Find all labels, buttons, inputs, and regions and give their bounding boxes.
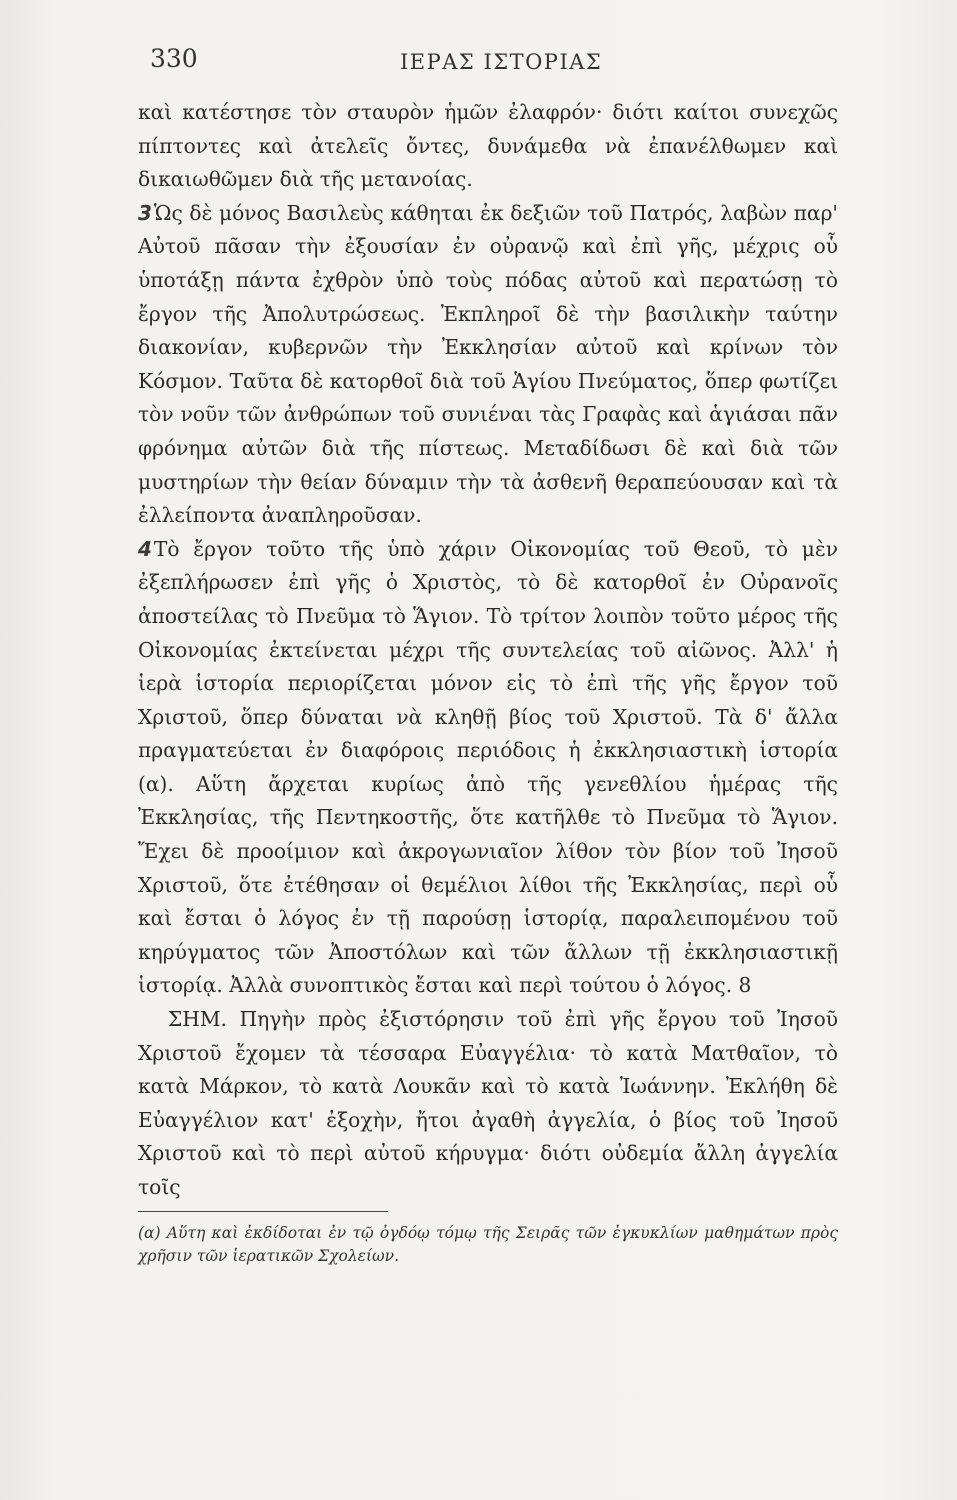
running-title: ΙΕΡΑΣ ΙΣΤΟΡΙΑΣ xyxy=(400,50,603,74)
page-number: 330 xyxy=(150,44,198,73)
paragraph-text: ΣΗΜ. Πηγὴν πρὸς ἐξιστόρησιν τοῦ ἐπὶ γῆς ἔργου τοῦ Ἰησοῦ Χριστοῦ ἔχομεν τὰ τέσσαρα Εὐαγγέλια· τὸ κατὰ Ματθαῖον, τὸ κατὰ Μάρκον, τὸ κατὰ Λουκᾶν καὶ τὸ κατὰ Ἰωάννην. Ἐκλήθη δὲ Εὐαγγέλιον κατ' ἐξοχὴν, ἤτοι ἀγαθὴ ἀγγελία, ὁ βίος τοῦ Ἰησοῦ Χριστοῦ καὶ τὸ περὶ αὐτοῦ κήρυγμα· διότι οὐδεμία ἄλλη ἀγγελία τοῖς xyxy=(138,1007,838,1199)
margin-mark: 4 xyxy=(138,536,152,561)
margin-mark: 3 xyxy=(138,200,152,225)
text-body xyxy=(138,96,838,1268)
footnote: (α) Αὕτη καὶ ἐκδίδοται ἐν τῷ ὀγδόῳ τόμῳ τῆς Σειρᾶς τῶν ἐγκυκλίων μαθημάτων πρὸς χρῆσιν τῶν ἱερατικῶν Σχολείων. xyxy=(138,1223,838,1265)
page-header xyxy=(150,44,830,84)
paragraph-3 xyxy=(138,197,838,533)
footnote-rule xyxy=(138,1211,388,1212)
paragraph-continuation xyxy=(138,96,838,197)
paragraph-4 xyxy=(138,533,838,1003)
paragraph-text: Ὡς δὲ μόνος Βασιλεὺς κάθηται ἐκ δεξιῶν τοῦ Πατρός, λαβὼν παρ' Αὐτοῦ πᾶσαν τὴν ἐξουσίαν ἐν οὐρανῷ καὶ ἐπὶ γῆς, μέχρις οὗ ὑποτάξῃ πάντα ἐχθρὸν ὑπὸ τοὺς πόδας αὐτοῦ καὶ περατώσῃ τὸ ἔργον τῆς Ἀπολυτρώσεως. Ἐκπληροῖ δὲ τὴν βασιλικὴν ταύτην διακονίαν, κυβερνῶν τὴν Ἐκκλησίαν αὐτοῦ καὶ κρίνων τὸν Κόσμον. Ταῦτα δὲ κατορθοῖ διὰ τοῦ Ἁγίου Πνεύματος, ὅπερ φωτίζει τὸν νοῦν τῶν ἀνθρώπων τοῦ συνιέναι τὰς Γραφὰς καὶ ἁγιάσαι πᾶν φρόνημα αὐτῶν διὰ τῆς πίστεως. Μεταδίδωσι δὲ καὶ διὰ τῶν μυστηρίων τὴν θείαν δύναμιν τὴν τὰ ἀσθενῆ θεραπεύουσαν καὶ τὰ ἐλλείποντα ἀναπληροῦσαν. xyxy=(138,200,838,528)
footnote-block xyxy=(138,1211,838,1268)
paragraph-text: καὶ κατέστησε τὸν σταυρὸν ἡμῶν ἐλαφρόν· διότι καίτοι συνεχῶς πίπτοντες καὶ ἀτελεῖς ὄντες, δυνάμεθα νὰ ἐπανέλθωμεν καὶ δικαιωθῶμεν διὰ τῆς μετανοίας. xyxy=(138,100,838,192)
paragraph-text: Τὸ ἔργον τοῦτο τῆς ὑπὸ χάριν Οἰκονομίας τοῦ Θεοῦ, τὸ μὲν ἐξεπλήρωσεν ἐπὶ γῆς ὁ Χριστὸς, τὸ δὲ κατορθοῖ ἐν Οὐρανοῖς ἀποστείλας τὸ Πνεῦμα τὸ Ἅγιον. Τὸ τρίτον λοιπὸν τοῦτο μέρος τῆς Οἰκονομίας ἐκτείνεται μέχρι τῆς συντελείας τοῦ αἰῶνος. Ἀλλ' ἡ ἱερὰ ἱστορία περιορίζεται μόνον εἰς τὸ ἐπὶ τῆς γῆς ἔργον τοῦ Χριστοῦ, ὅπερ δύναται νὰ κληθῇ βίος τοῦ Χριστοῦ. Τὰ δ' ἄλλα πραγματεύεται ἐν διαφόροις περιόδοις ἡ ἐκκλησιαστικὴ ἱστορία (α). Αὕτη ἄρχεται κυρίως ἀπὸ τῆς γενεθλίου ἡμέρας τῆς Ἐκκλησίας, τῆς Πεντηκοστῆς, ὅτε κατῆλθε τὸ Πνεῦμα τὸ Ἅγιον. Ἔχει δὲ προοίμιον καὶ ἀκρογωνιαῖον λίθον τὸν βίον τοῦ Ἰησοῦ Χριστοῦ, ὅτε ἐτέθησαν οἱ θεμέλιοι λίθοι τῆς Ἐκκλησίας, περὶ οὗ καὶ ἔσται ὁ λόγος ἐν τῇ παρούσῃ ἱστορίᾳ, παραλειπομένου τοῦ κηρύγματος τῶν Ἀποστόλων καὶ τῶν ἄλλων τῇ ἐκκλησιαστικῇ ἱστορίᾳ. Ἀλλὰ συνοπτικὸς ἔσται καὶ περὶ τούτου ὁ λόγος. 8 xyxy=(138,536,838,998)
paragraph-note xyxy=(138,1003,838,1205)
